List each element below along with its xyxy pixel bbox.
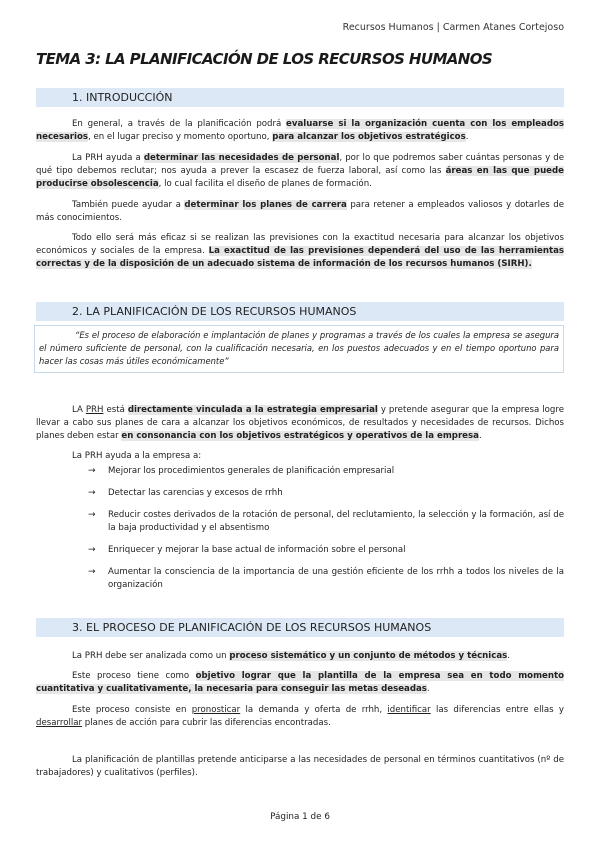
s3-paragraph-4: La planificación de plantillas pretende anticiparse a las necesidades de personal en términos cuantitativos (nº de trabajadores) y cualitativos (perfiles). bbox=[36, 755, 564, 778]
list-item: → Aumentar la consciencia de la importancia de una gestión eficiente de los rrhh a todos los niveles de la organización bbox=[88, 567, 564, 590]
list-item: → Reducir costes derivados de la rotación de personal, del reclutamiento, la selección y la formación, así de la baja productividad y el absentismo bbox=[88, 510, 564, 533]
s1-paragraph-3: También puede ayudar a determinar los planes de carrera para retener a empleados valiosos y dotarles de más conocimientos. bbox=[36, 200, 564, 223]
s3-paragraph-1: La PRH debe ser analizada como un proceso sistemático y un conjunto de métodos y técnicas. bbox=[72, 651, 510, 661]
section-heading-planificacion: 2. LA PLANIFICACIÓN DE LOS RECURSOS HUMANOS bbox=[36, 302, 564, 321]
s3-paragraph-3: Este proceso consiste en pronosticar la demanda y oferta de rrhh, identificar las diferencias entre ellas y desarrollar planes de acción para cubrir las diferencias encontradas. bbox=[36, 705, 564, 728]
s3-paragraph-2: Este proceso tiene como objetivo lograr que la plantilla de la empresa sea en todo momento cuantitativa y cualitativamente, la necesaria para conseguir las metas deseadas. bbox=[36, 671, 564, 694]
arrow-icon: → bbox=[88, 567, 96, 577]
s2-paragraph-2: La PRH ayuda a la empresa a: bbox=[72, 451, 202, 461]
arrow-icon: → bbox=[88, 488, 96, 498]
definition-quote: “Es el proceso de elaboración e implantación de planes y programas a través de los cuales la empresa se asegura el número suficiente de personal, con la cualificación necesaria, en los puestos adecuados y en el tiempo oportuno para hacer las cosas más útiles económicamente” bbox=[34, 325, 564, 373]
s2-paragraph-1: LA PRH está directamente vinculada a la estrategia empresarial y pretende asegurar que la empresa logre llevar a cabo sus planes de cara a alcanzar los objetivos económicos, de resultados y necesidades de recursos. Dichos planes deben estar en consonancia con los objetivos estratégicos y operativos de la empresa. bbox=[36, 405, 564, 441]
section-heading-introduccion: 1. INTRODUCCIÓN bbox=[36, 88, 564, 107]
list-item: → Enriquecer y mejorar la base actual de información sobre el personal bbox=[88, 545, 406, 555]
list-item: → Mejorar los procedimientos generales de planificación empresarial bbox=[88, 466, 395, 476]
s1-paragraph-2: La PRH ayuda a determinar las necesidades de personal, por lo que podremos saber cuántas personas y de qué tipo debemos reclutar; nos ayuda a prever la escasez de fuerza laboral, así como las áreas en las que puede producirse obsolescencia, lo cual facilita el diseño de planes de formación. bbox=[36, 153, 564, 189]
running-head: Recursos Humanos | Carmen Atanes Cortejoso bbox=[342, 22, 564, 33]
section-heading-proceso: 3. EL PROCESO DE PLANIFICACIÓN DE LOS RECURSOS HUMANOS bbox=[36, 618, 564, 637]
s1-paragraph-4: Todo ello será más eficaz si se realizan las previsiones con la exactitud necesaria para alcanzar los objetivos económicos y sociales de la empresa. La exactitud de las previsiones dependerá del uso de las herramientas correctas y de la disposición de un adecuado sistema de información de los recursos humanos (SIRH). bbox=[36, 233, 564, 269]
s1-paragraph-1: En general, a través de la planificación podrá evaluarse si la organización cuenta con los empleados necesarios, en el lugar preciso y momento oportuno, para alcanzar los objetivos estratégicos. bbox=[36, 119, 565, 142]
document-title: TEMA 3: LA PLANIFICACIÓN DE LOS RECURSOS HUMANOS bbox=[36, 50, 493, 68]
arrow-icon: → bbox=[88, 466, 96, 476]
page-number: Página 1 de 6 bbox=[270, 812, 330, 822]
benefits-list bbox=[88, 465, 564, 592]
arrow-icon: → bbox=[88, 510, 96, 520]
arrow-icon: → bbox=[88, 545, 96, 555]
list-item: → Detectar las carencias y excesos de rrhh bbox=[88, 488, 283, 498]
